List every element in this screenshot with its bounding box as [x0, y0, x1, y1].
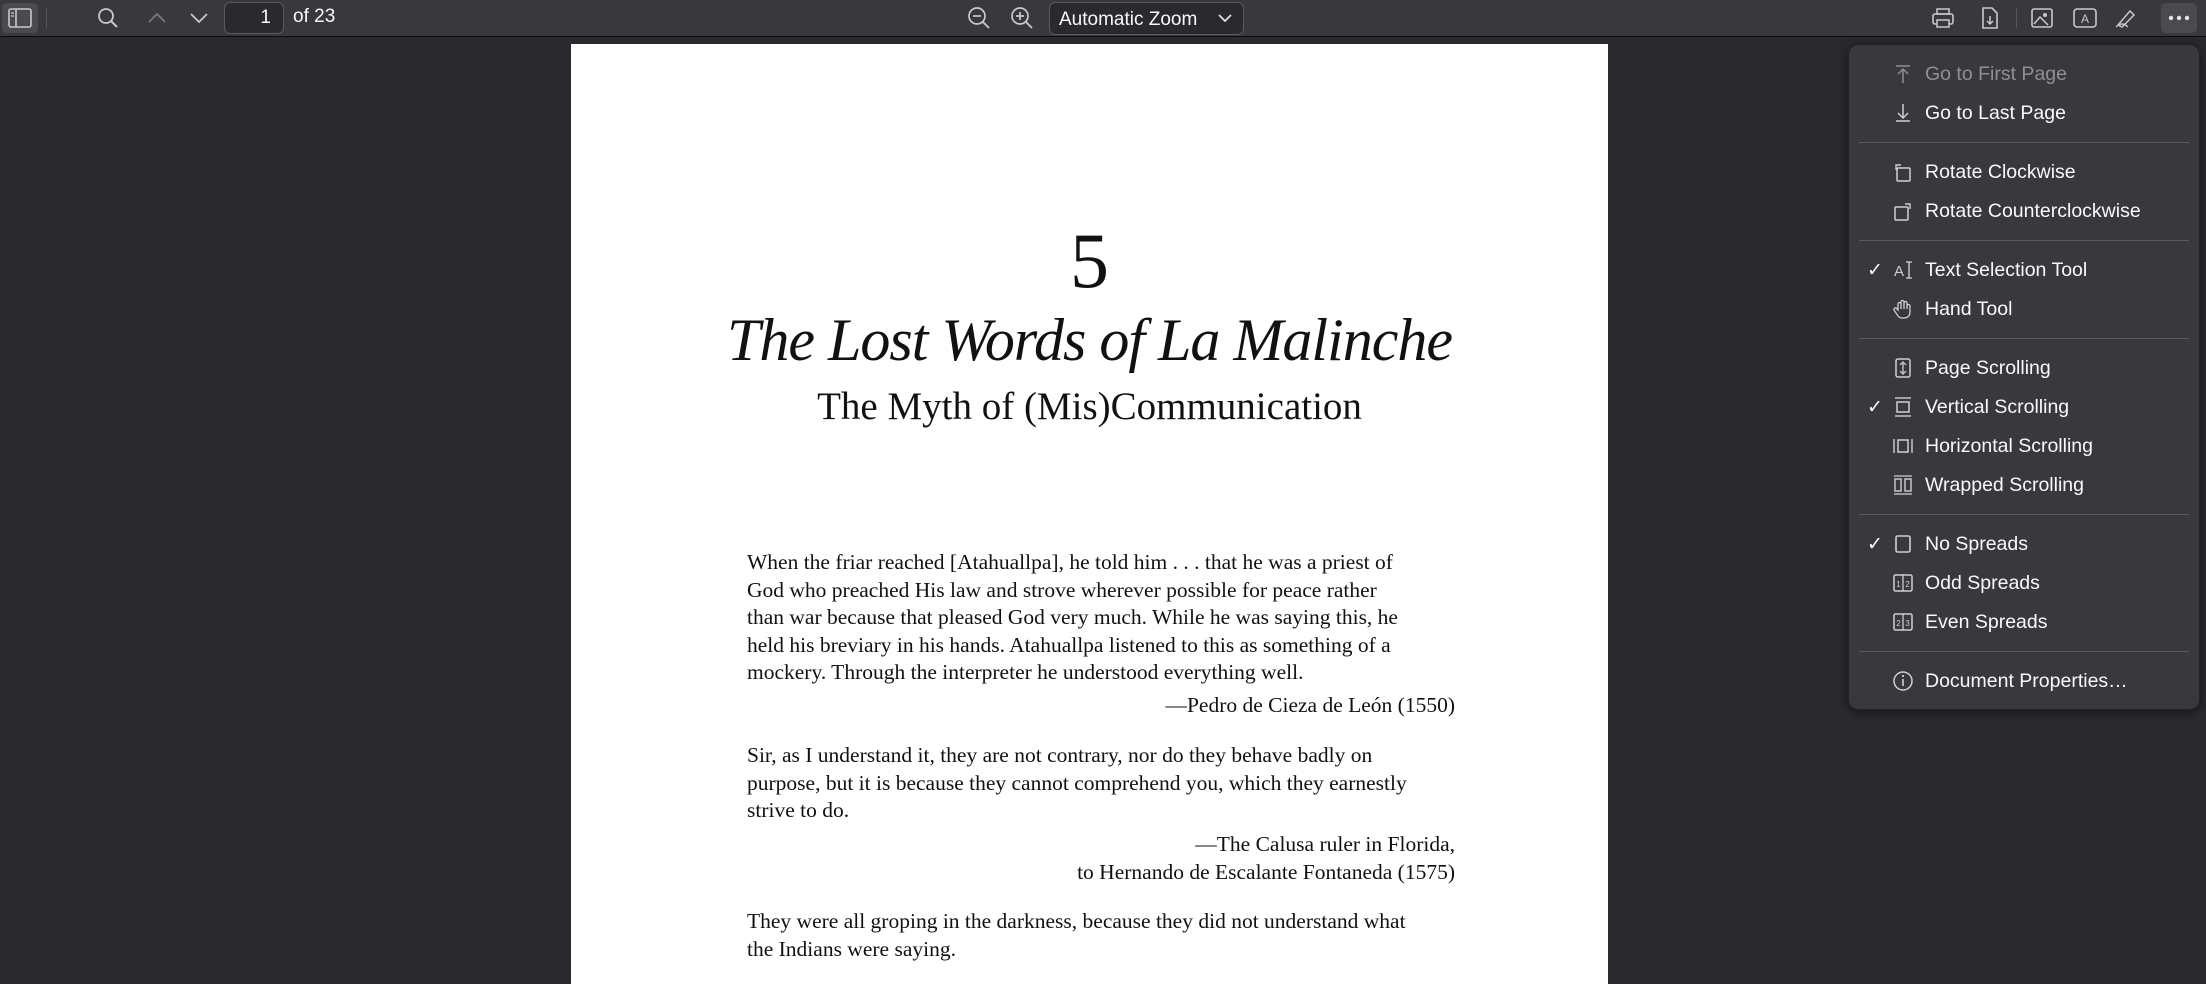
- menu-item-hand-tool[interactable]: [1849, 292, 2199, 326]
- menu-item-horizontal-scrolling[interactable]: [1849, 429, 2199, 463]
- vertical-scrolling-icon: [1892, 396, 1914, 418]
- menu-item-label: No Spreads: [1925, 533, 2028, 555]
- epigraph-line: God who preached His law and strove wherever possible for peace rather: [747, 577, 1377, 602]
- sidebar-toggle-button[interactable]: [2, 3, 38, 33]
- add-image-button[interactable]: [2024, 3, 2060, 33]
- svg-text:1: 1: [1896, 580, 1901, 589]
- epigraph-line: mockery. Through the interpreter he understood everything well.: [747, 660, 1304, 684]
- epigraph-line: When the friar reached [Atahuallpa], he told him . . . that he was a priest of: [747, 550, 1393, 574]
- even-spreads-icon: [1892, 611, 1914, 633]
- more-tools-icon: [2168, 15, 2190, 21]
- epigraph-1-attribution: [1165, 692, 1455, 720]
- find-button[interactable]: [90, 3, 126, 33]
- previous-page-icon: [147, 12, 167, 24]
- print-icon: [1931, 7, 1955, 29]
- zoom-in-icon: [1010, 6, 1034, 30]
- menu-item-go-to-last-page[interactable]: [1849, 96, 2199, 130]
- menu-item-label: Go to Last Page: [1925, 102, 2066, 124]
- epigraph-line: than war because that pleased God very much. While he was saying this, he: [747, 605, 1398, 629]
- document-properties-icon: [1892, 670, 1914, 692]
- next-page-button[interactable]: [181, 3, 217, 33]
- epigraph-line: Sir, as I understand it, they are not contrary, nor do they behave badly on: [747, 743, 1373, 767]
- chapter-number: 5: [1070, 217, 1109, 304]
- svg-text:3: 3: [1905, 619, 1910, 628]
- attribution-line: to Hernando de Escalante Fontaneda (1575): [1077, 859, 1455, 884]
- attribution-line: —The Calusa ruler in Florida,: [1195, 832, 1455, 856]
- print-button[interactable]: [1925, 3, 1961, 33]
- menu-item-label: Even Spreads: [1925, 611, 2048, 633]
- svg-text:A: A: [2080, 12, 2090, 26]
- menu-item-label: Rotate Clockwise: [1925, 161, 2076, 183]
- horizontal-scrolling-icon: [1892, 435, 1914, 457]
- epigraph-2: [747, 742, 1455, 825]
- menu-item-page-scrolling[interactable]: [1849, 351, 2199, 385]
- rotate-clockwise-icon: [1892, 161, 1914, 183]
- next-page-icon: [189, 12, 209, 24]
- page-number-input[interactable]: [224, 2, 284, 34]
- previous-page-button[interactable]: [139, 3, 175, 33]
- menu-item-label: Page Scrolling: [1925, 357, 2051, 379]
- text-annotation-icon: [2072, 7, 2098, 29]
- menu-item-wrapped-scrolling[interactable]: [1849, 468, 2199, 502]
- toolbar: [0, 0, 2206, 37]
- secondary-toolbar-menu: [1848, 44, 2200, 710]
- text-selection-icon: [1892, 259, 1914, 281]
- page-scrolling-icon: [1892, 357, 1914, 379]
- chevron-down-icon: [1217, 13, 1233, 23]
- wrapped-scrolling-icon: [1892, 474, 1914, 496]
- menu-item-label: Hand Tool: [1925, 298, 2013, 320]
- menu-item-text-selection-tool[interactable]: [1849, 253, 2199, 287]
- menu-item-rotate-clockwise[interactable]: [1849, 155, 2199, 189]
- menu-item-odd-spreads[interactable]: [1849, 566, 2199, 600]
- zoom-in-button[interactable]: [1004, 3, 1040, 33]
- epigraph-3: [747, 908, 1455, 963]
- menu-separator: [1859, 514, 2189, 515]
- save-button[interactable]: [1972, 3, 2008, 33]
- epigraph-2-attribution: [1077, 831, 1455, 886]
- text-annotation-button[interactable]: [2067, 3, 2103, 33]
- menu-item-label: Odd Spreads: [1925, 572, 2040, 594]
- svg-text:2: 2: [1905, 580, 1910, 589]
- menu-separator: [1859, 142, 2189, 143]
- save-icon: [1980, 6, 2000, 30]
- add-image-icon: [2030, 7, 2054, 29]
- toolbar-separator: [46, 8, 47, 28]
- epigraph-1: [747, 549, 1455, 687]
- page-count-label: of 23: [293, 6, 336, 27]
- check-icon: ✓: [1867, 397, 1883, 418]
- chapter-subtitle: The Myth of (Mis)Communication: [817, 385, 1362, 428]
- sidebar-toggle-icon: [8, 8, 32, 28]
- zoom-select-value: Automatic Zoom: [1059, 9, 1198, 30]
- menu-item-label: Text Selection Tool: [1925, 259, 2088, 281]
- rotate-counterclockwise-icon: [1892, 200, 1914, 222]
- chapter-title: The Lost Words of La Malinche: [727, 307, 1452, 373]
- menu-item-label: Horizontal Scrolling: [1925, 435, 2093, 457]
- menu-item-no-spreads[interactable]: [1849, 527, 2199, 561]
- menu-item-vertical-scrolling[interactable]: [1849, 390, 2199, 424]
- no-spreads-icon: [1892, 533, 1914, 555]
- svg-text:2: 2: [1896, 619, 1901, 628]
- epigraph-line: strive to do.: [747, 798, 850, 822]
- menu-separator: [1859, 338, 2189, 339]
- attribution-line: —Pedro de Cieza de León (1550): [1165, 693, 1455, 717]
- draw-button[interactable]: [2108, 3, 2144, 33]
- svg-text:A: A: [1893, 263, 1905, 280]
- epigraph-line: held his breviary in his hands. Atahuallpa listened to this as something of a: [747, 632, 1391, 657]
- check-icon: ✓: [1867, 534, 1883, 555]
- check-icon: ✓: [1867, 260, 1883, 281]
- menu-separator: [1859, 240, 2189, 241]
- menu-item-label: Go to First Page: [1925, 63, 2067, 85]
- menu-separator: [1859, 651, 2189, 652]
- menu-item-label: Vertical Scrolling: [1925, 396, 2070, 418]
- hand-tool-icon: [1892, 298, 1914, 320]
- epigraph-line: purpose, but it is because they cannot comprehend you, which they earnestly: [747, 770, 1407, 795]
- draw-icon: [2114, 7, 2138, 29]
- zoom-out-button[interactable]: [961, 3, 997, 33]
- epigraph-line: They were all groping in the darkness, because they did not understand what: [747, 909, 1406, 933]
- menu-item-even-spreads[interactable]: [1849, 605, 2199, 639]
- pdf-page: [571, 44, 1608, 984]
- odd-spreads-icon: [1892, 572, 1914, 594]
- menu-item-rotate-counterclockwise[interactable]: [1849, 194, 2199, 228]
- search-icon: [97, 7, 119, 29]
- go-to-last-page-icon: [1892, 102, 1914, 124]
- menu-item-label: Document Properties…: [1925, 670, 2128, 692]
- epigraph-line: the Indians were saying.: [747, 936, 956, 961]
- more-tools-button[interactable]: [2161, 3, 2197, 33]
- zoom-select[interactable]: [1049, 2, 1244, 35]
- menu-item-go-to-first-page[interactable]: [1849, 57, 2199, 91]
- menu-item-document-properties[interactable]: [1849, 664, 2199, 698]
- zoom-out-icon: [967, 6, 991, 30]
- go-to-first-page-icon: [1892, 63, 1914, 85]
- toolbar-separator: [2016, 8, 2017, 28]
- menu-item-label: Wrapped Scrolling: [1925, 474, 2084, 496]
- menu-item-label: Rotate Counterclockwise: [1925, 200, 2141, 222]
